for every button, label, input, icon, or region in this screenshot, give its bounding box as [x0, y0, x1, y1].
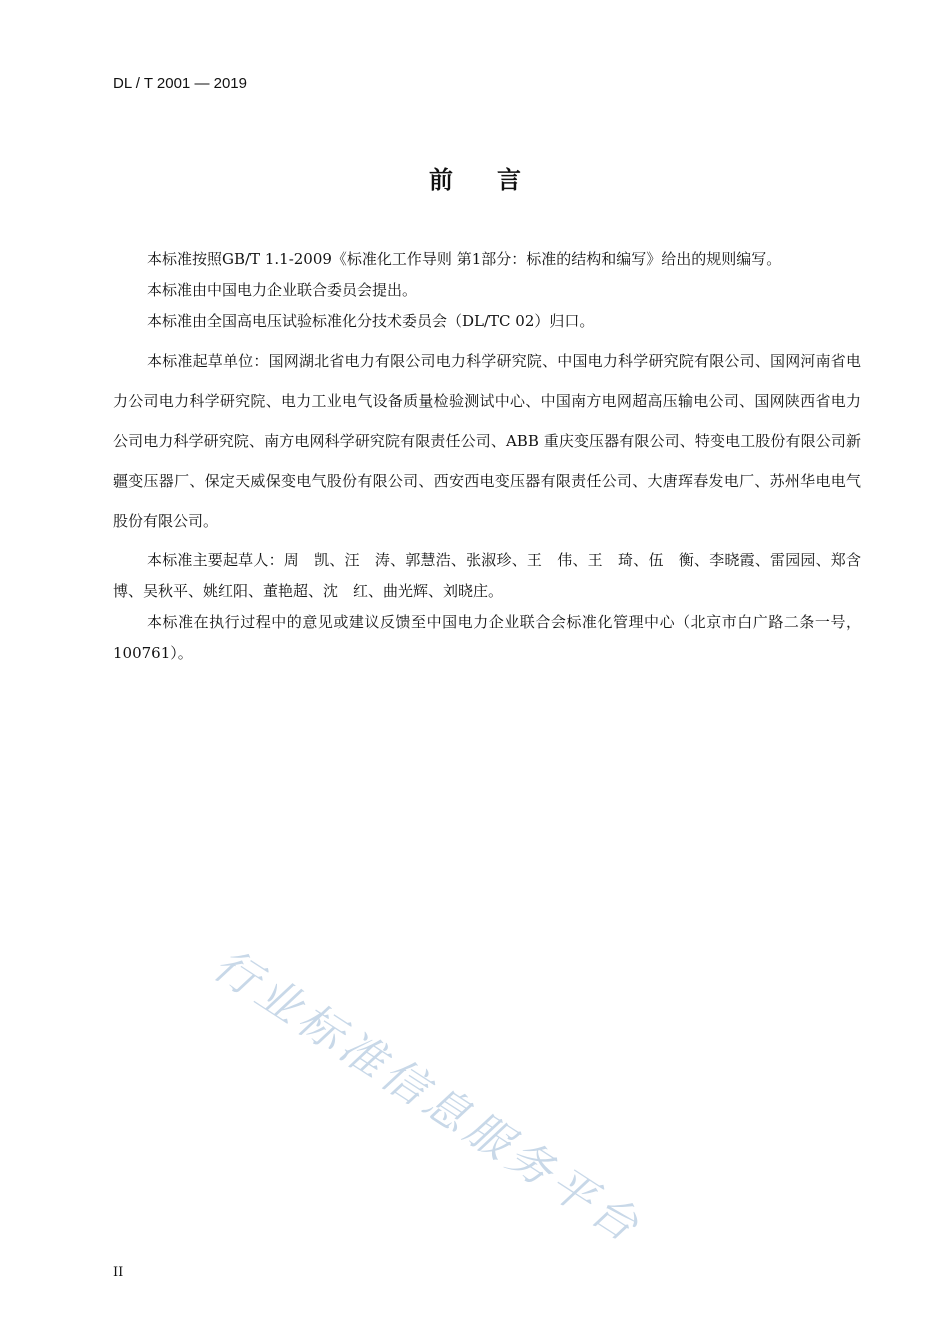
paragraph-feedback: 本标准在执行过程中的意见或建议反馈至中国电力企业联合会标准化管理中心（北京市白广路二条一号，100761）。 [113, 613, 861, 662]
paragraph-drafters: 本标准主要起草人：周 凯、汪 涛、郭慧浩、张淑珍、王 伟、王 琦、伍 衡、李晓霞、雷园园、郑含博、吴秋平、姚红阳、董艳超、沈 红、曲光辉、刘晓庄。 [113, 551, 861, 600]
page-number: II [113, 1265, 124, 1280]
watermark-text: 行业标准信息服务平台 [204, 939, 652, 1255]
document-body [113, 244, 861, 669]
paragraph-technical-committee: 本标准由全国高电压试验标准化分技术委员会（DL/TC 02）归口。 [147, 312, 595, 330]
paragraph-drafting-units: 本标准起草单位：国网湖北省电力有限公司电力科学研究院、中国电力科学研究院有限公司、国网河南省电力公司电力科学研究院、电力工业电气设备质量检验测试中心、中国南方电网超高压输电公司、国网陕西省电力公司电力科学研究院、南方电网科学研究院有限责任公司、ABB 重庆变压器有限公司、特变电工股份有限公司新疆变压器厂、保定天威保变电气股份有限公司、西安西电变压器有限责任公司、大唐珲春发电厂、苏州华电电气股份有限公司。 [113, 352, 861, 530]
paragraph-drafting-rules: 本标准按照GB/T 1.1-2009《标准化工作导则 第1部分：标准的结构和编写》给出的规则编写。 [147, 250, 782, 268]
page-title: 前言 [429, 165, 565, 194]
document-code: DL / T 2001 — 2019 [113, 75, 247, 92]
paragraph-proposer: 本标准由中国电力企业联合委员会提出。 [147, 281, 418, 299]
